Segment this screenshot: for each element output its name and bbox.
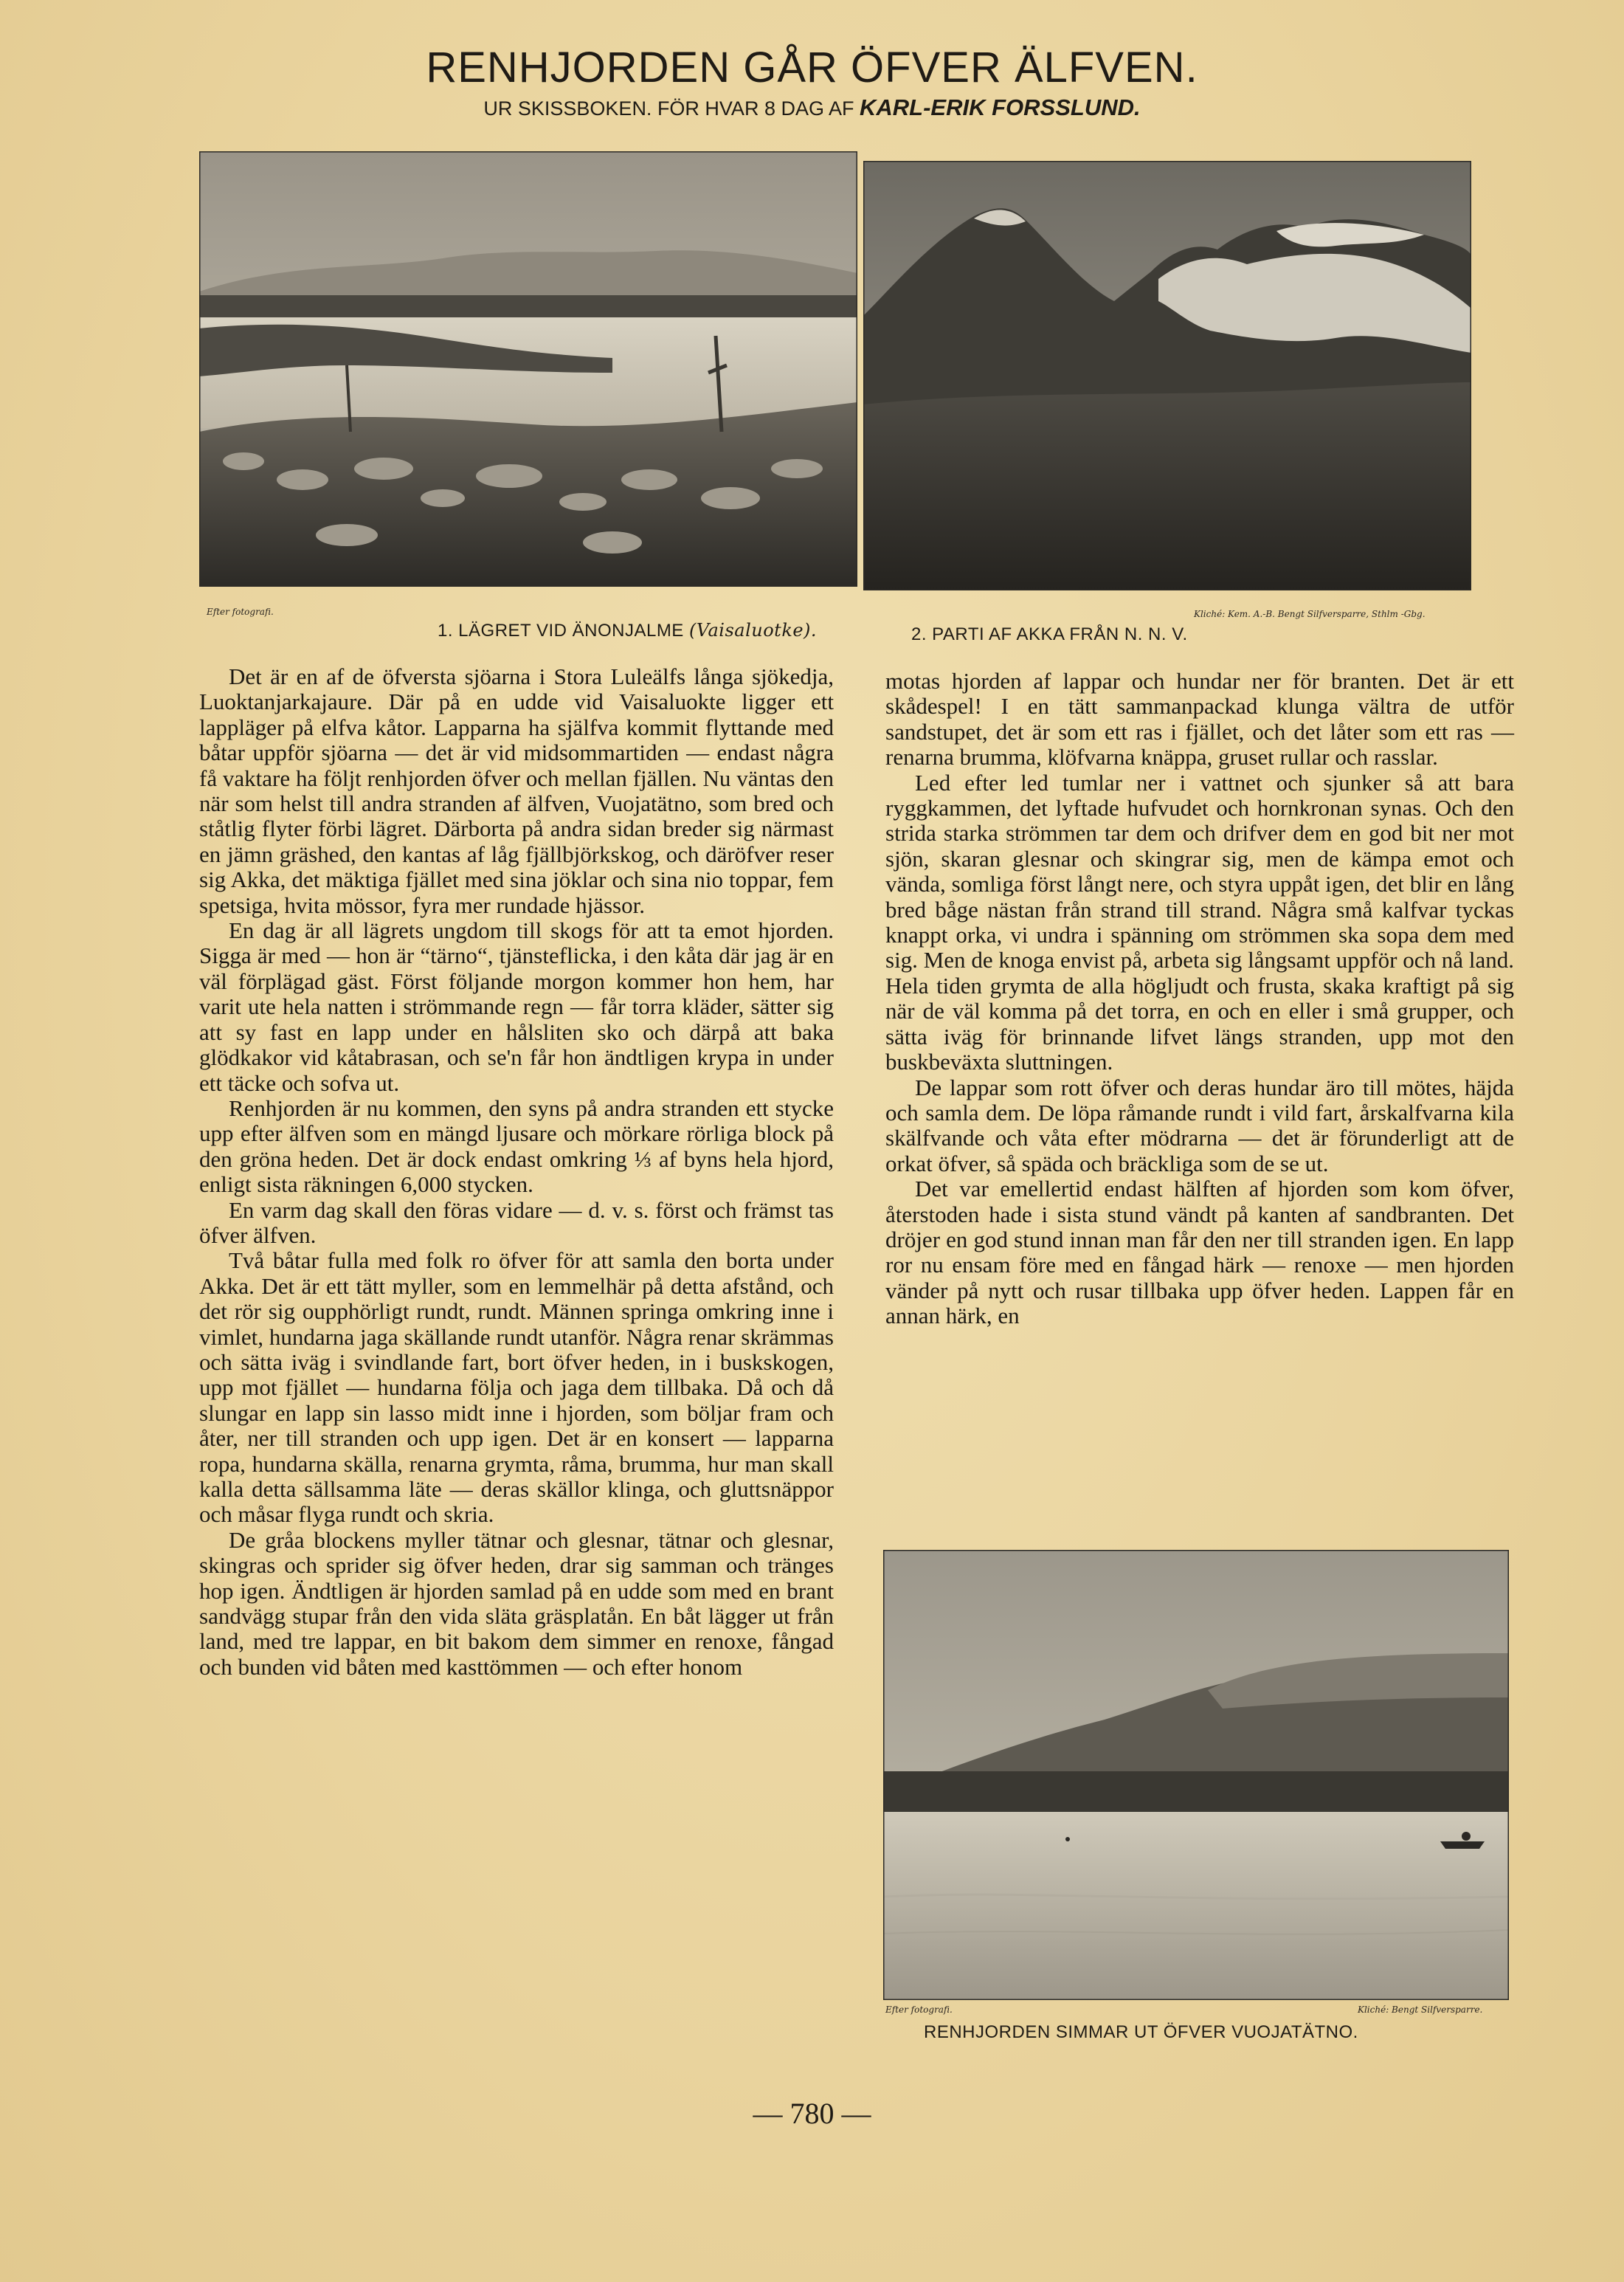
caption-1-italic: (Vaisaluotke). <box>688 620 818 641</box>
bottom-photo-credit-right: Kliché: Bengt Silfversparre. <box>1358 2004 1483 2015</box>
photo-herd-swimming <box>883 1550 1509 2000</box>
paragraph: motas hjorden af lappar och hundar ner för branten. Det är ett skådespel! I en tätt sammanpackad klunga vältra de utför sandstupet, det är som ett ras i fjället, och det låter som ett ras — renarna brumma, klöfvarna knäppa, gruset rullar och rasslar. <box>885 668 1514 771</box>
photo-akka-mountain-image <box>863 161 1471 590</box>
photo-herd-swimming-image <box>883 1550 1509 2000</box>
paragraph: Det är en af de öfversta sjöarna i Stora Luleälfs långa sjökedja, Luoktanjarkajaure. Där på en udde vid Vaisaluokte ligger ett lappläger på elfva kåtor. Lapparna ha själfva kommit flyttande med båtar uppför sjöarna — det är vid midsommartiden — endast några få vaktare ha följt renhjorden öfver och mellan fjällen. Nu väntas den när som helst till andra stranden af älfven, Vuojatätno, som bred och ståtlig flyter förbi lägret. Därborta på andra sidan breder sig närmast en jämn gräshed, den kantas af låg fjällbjörkskog, och däröfver reser sig Akka, det mäktiga fjället med sina jöklar och sina nio toppar, fem spetsiga, hvita mössor, fyra mer rundade hjässor. <box>199 663 834 918</box>
bottom-photo-caption: RENHJORDEN SIMMAR UT ÖFVER VUOJATÄTNO. <box>924 2022 1358 2042</box>
page-number: — 780 — <box>753 2097 871 2130</box>
photo-caption-1 <box>438 620 817 641</box>
photo-akka-mountain <box>863 161 1471 590</box>
photo-credit-right: Kliché: Kem. A.-B. Bengt Silfversparre, Sthlm -Gbg. <box>1194 609 1426 619</box>
bottom-photo-credit-left: Efter fotografi. <box>885 2004 953 2015</box>
paragraph: Led efter led tumlar ner i vattnet och sjunker så att bara ryggkammen, det lyftade hufvudet och hornkronan synas. Och den strida starka strömmen tar dem och drifver dem en god bit ner mot sjön, skaran glesnar och skingrar sig, men de kämpa emot och vända, somliga först långt nere, och styra uppåt igen, det blir en lång bred båge nästan från strand till strand. Några små kalfvar tyckas knappt orka, vi undra i spänning om strömmen ska sopa dem med sig. Men de knoga envist på, arbeta sig långsamt uppför och nå land. Hela tiden grymta de alla högljudt och frusta, skaka kraftigt på sig när de väl komma på det torra, en och en eller i små grupper, och sätta iväg för brinnande lifvet längs stranden, upp mot den buskbeväxta sluttningen. <box>885 769 1514 1075</box>
subtitle-prefix: UR SKISSBOKEN. FÖR HVAR 8 DAG AF <box>483 97 860 120</box>
paragraph: En dag är all lägrets ungdom till skogs för att ta emot hjorden. Sigga är med — hon är “tärno“, tjänsteflicka, i den kåta där jag är en väl förplägad gäst. Först följande morgon kommer hon hem, har varit ute hela natten i strömmande regn — får torra kläder, sätter sig att sy fast en lapp under en hålsliten sko och därpå att baka glödkakor vid kåtabrasan, och se'n får hon ändtligen krypa in under ett täcke och sofva ut. <box>199 917 834 1096</box>
paragraph: Två båtar fulla med folk ro öfver för att samla den borta under Akka. Det är ett tätt myller, som en lemmelhär på detta afstånd, och det rör sig oupphörligt rundt, rundt. Männen springa omkring inne i vimlet, hundarna jaga skällande rundt utanför. Några renar skrämmas och sätta iväg i svindlande fart, bort öfver heden, in i buskskogen, upp mot fjället — hundarna följa och jaga dem tillbaka. Då och då slungar en lapp sin lasso midt inne i hjorden, som böljar fram och åter, ner till stranden och upp igen. Det är en konsert — lapparna ropa, hundarna skälla, renarna grymta, råma, brumma, hur man skall kalla detta sällsamma läte — deras skällor klinga, och gluttsnäppor och måsar flyga rundt och skria. <box>199 1247 834 1528</box>
article-title: RENHJORDEN GÅR ÖFVER ÄLFVEN. <box>426 44 1198 92</box>
paragraph: De lappar som rott öfver och deras hundar äro till mötes, häjda och samla dem. De löpa råmande rundt i vild fart, årskalfvarna kila skälfvande och våta efter mödrarna — det är förunderligt att de orkat öfver, så späda och bräckliga som de se ut. <box>885 1074 1514 1176</box>
paragraph: Renhjorden är nu kommen, den syns på andra stranden ett stycke upp efter älfven som en mängd ljusare och mörkare rörliga block på den gröna heden. Det är dock endast omkring ⅓ af byns hela hjord, enligt sista räkningen 6,000 stycken. <box>199 1095 834 1198</box>
photo-credit-left: Efter fotografi. <box>207 607 274 617</box>
paragraph: De gråa blockens myller tätnar och glesnar, tätnar och glesnar, skingras och sprider sig öfver heden, drar sig samman och tränges hop igen. Ändtligen är hjorden samlad på en udde som med en brant sandvägg stupar från den vida släta gräsplatån. En båt lägger ut från land, med tre lappar, en bit bakom dem simmer en renoxe, fångad och bunden vid båten med kasttömmen — och efter honom <box>199 1526 834 1680</box>
photo-lake-camp-image <box>199 151 857 587</box>
paragraph: En varm dag skall den föras vidare — d. v. s. först och främst tas öfver älfven. <box>199 1196 834 1248</box>
caption-1-text: 1. LÄGRET VID ÄNONJALME <box>438 621 689 641</box>
paragraph: Det var emellertid endast hälften af hjorden som kom öfver, återstoden hade i sista stund vändt på kanten af sandbranten. Det dröjer en god stund innan man får den ner till stranden igen. En lapp ror nu ensam före med en fångad härk — renoxe — men hjorden vänder på nytt och rusar tillbaka upp öfver heden. Lappen får en annan härk, en <box>885 1176 1514 1329</box>
photo-caption-2: 2. PARTI AF AKKA FRÅN N. N. V. <box>911 624 1188 644</box>
body-column-right <box>885 669 1514 1329</box>
author-name: KARL-ERIK FORSSLUND. <box>860 94 1141 120</box>
article-subtitle <box>0 94 1624 121</box>
photo-lake-camp <box>199 151 857 587</box>
body-column-left <box>199 664 834 1680</box>
